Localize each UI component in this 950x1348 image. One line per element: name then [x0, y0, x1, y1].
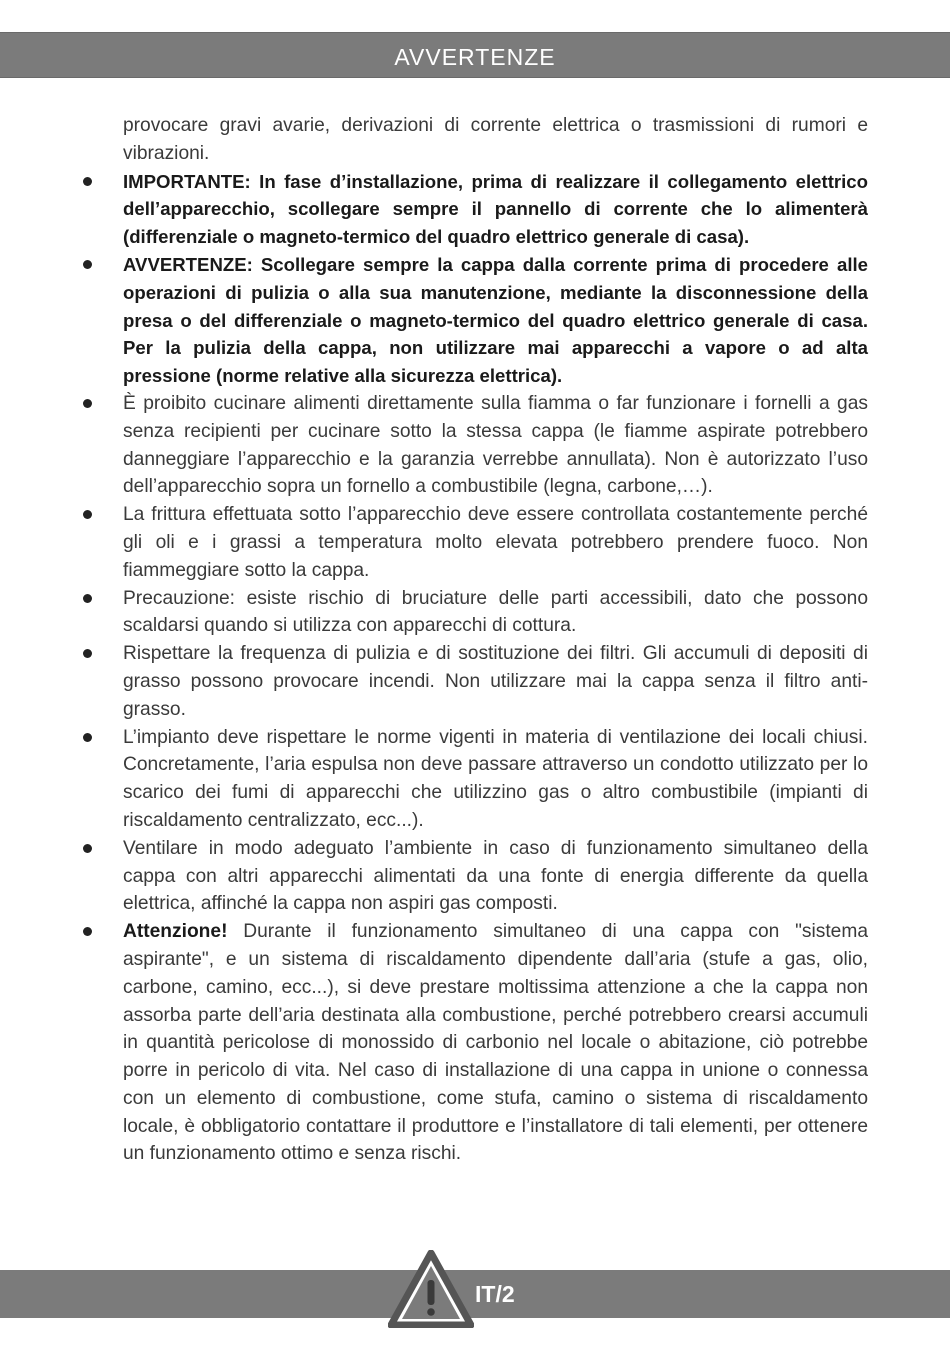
- list-item: Rispettare la frequenza di pulizia e di sostituzione dei filtri. Gli accumuli di depositi di grasso possono provocare incendi. Non utilizzare mai la cappa senza il filtro anti-grasso.: [78, 640, 868, 723]
- bullet-icon: [83, 844, 92, 853]
- bullet-icon: [83, 927, 92, 936]
- list-item: Ventilare in modo adeguato l’ambiente in caso di funzionamento simultaneo della cappa con altri apparecchi alimentati da una fonte di energia differente da quella elettrica, affinché la cappa non aspiri gas composti.: [78, 835, 868, 918]
- warning-triangle-icon: [388, 1250, 474, 1328]
- bullet-icon: [83, 177, 92, 186]
- bullet-icon: [83, 510, 92, 519]
- bullet-icon: [83, 733, 92, 742]
- bullet-icon: [83, 649, 92, 658]
- list-item: La frittura effettuata sotto l’apparecchio deve essere controllata costantemente perché gli oli e i grassi a temperatura molto elevata potrebbero prendere fuoco. Non fiammeggiare sotto la cappa.: [78, 501, 868, 584]
- attenzione-lead: Attenzione!: [123, 921, 228, 943]
- list-item-avvertenze: AVVERTENZE: Scollegare sempre la cappa dalla corrente prima di procedere alle operazioni di pulizia o alla sua manutenzione, mediante la disconnessione della presa o del differenziale o magneto-termico del quadro elettrico generale di casa. Per la pulizia della cappa, non utilizzare mai apparecchi a vapore o ad alta pressione (norme relative alla sicurezza elettrica).: [78, 251, 868, 390]
- list-item: Precauzione: esiste rischio di bruciature delle parti accessibili, dato che possono scaldarsi quando si utilizza con apparecchi di cottura.: [78, 585, 868, 641]
- list-item-attenzione: Attenzione! Durante il funzionamento simultaneo di una cappa con "sistema aspirante", e un sistema di riscaldamento dipendente dall’aria (stufe a gas, olio, carbone, camino, ecc...), si deve prestare moltissima attenzione a che la cappa non assorba parte dell’aria destinata alla combustione, perché potrebbero crearsi accumuli in quantità pericolose di monossido di carbonio nel locale o abitazione, ciò potrebbe porre in pericolo di vita. Nel caso di installazione di una cappa in unione o connessa con un elemento di combustione, come stufa, camino o sistema di riscaldamento locale, è obbligatorio contattare il produttore e l’installatore di tali elementi, per ottenere un funzionamento ottimo e senza rischi.: [78, 918, 868, 1168]
- list-item-continuation: provocare gravi avarie, derivazioni di corrente elettrica o trasmissioni di rumori e vibrazioni.: [123, 115, 868, 164]
- page-number: IT/2: [475, 1281, 515, 1307]
- list-item-important: IMPORTANTE: In fase d’installazione, prima di realizzare il collegamento elettrico dell’apparecchio, scollegare sempre il pannello di corrente che lo alimenterà (differenziale o magneto-termico del quadro elettrico generale di casa).: [78, 168, 868, 251]
- list-item: È proibito cucinare alimenti direttamente sulla fiamma o far funzionare i fornelli a gas senza recipienti per cucinare sotto la stessa cappa (le fiamme aspirate potrebbero danneggiare l’apparecchio e la garanzia verrebbe annullata). Non è autorizzato l’uso dell’apparecchio sopra un fornello a combustibile (legna, carbone,…).: [78, 390, 868, 501]
- bullet-icon: [83, 260, 92, 269]
- bullet-icon: [83, 399, 92, 408]
- list-item: L’impianto deve rispettare le norme vigenti in materia di ventilazione dei locali chiusi. Concretamente, l’aria espulsa non deve passare attraverso un condotto utilizzato per lo scarico dei fumi di apparecchi che utilizzino gas o altro combustibile (impianti di riscaldamento centralizzato, ecc...).: [78, 724, 868, 835]
- warnings-list: [78, 112, 868, 1168]
- bullet-icon: [83, 594, 92, 603]
- header-band: [0, 32, 950, 78]
- page-title: AVVERTENZE: [394, 43, 556, 70]
